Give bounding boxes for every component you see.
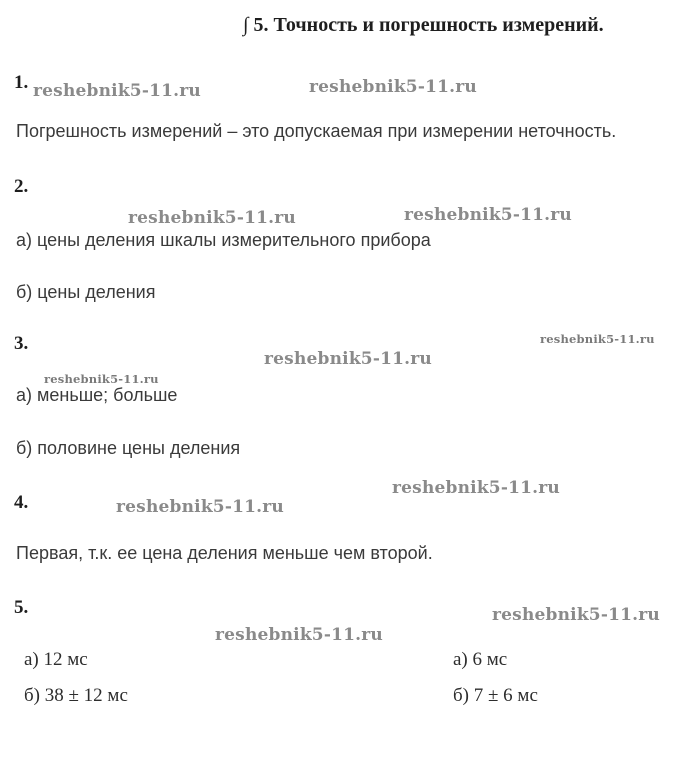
- section-3-number: 3.: [14, 333, 29, 354]
- section-5-left-a: а) 12 мс: [24, 649, 88, 670]
- section-5-right-b: б) 7 ± 6 мс: [453, 685, 538, 706]
- watermark: reshebnik5-11.ru: [404, 205, 572, 225]
- section-4-number: 4.: [14, 492, 29, 513]
- watermark: reshebnik5-11.ru: [116, 497, 284, 517]
- watermark: reshebnik5-11.ru: [264, 349, 432, 369]
- watermark: reshebnik5-11.ru: [128, 208, 296, 228]
- page-title: ∫ 5. Точность и погрешность измерений.: [243, 14, 604, 36]
- section-2-answer-b: б) цены деления: [16, 282, 156, 302]
- section-2-answer-a: а) цены деления шкалы измерительного прибора: [16, 230, 431, 250]
- section-4-answer: Первая, т.к. ее цена деления меньше чем второй.: [16, 543, 433, 563]
- section-1-number: 1.: [14, 72, 29, 93]
- section-5-left-b: б) 38 ± 12 мс: [24, 685, 128, 706]
- watermark: reshebnik5-11.ru: [492, 605, 660, 625]
- watermark: reshebnik5-11.ru: [215, 625, 383, 645]
- section-3-answer-b: б) половине цены деления: [16, 438, 241, 458]
- watermark: reshebnik5-11.ru: [44, 372, 159, 386]
- watermark: reshebnik5-11.ru: [33, 81, 201, 101]
- section-1-answer: Погрешность измерений – это допускаемая при измерении неточность.: [16, 121, 617, 141]
- watermark: reshebnik5-11.ru: [540, 332, 655, 346]
- section-5-right-a: а) 6 мс: [453, 649, 508, 670]
- section-5-number: 5.: [14, 597, 29, 618]
- watermark: reshebnik5-11.ru: [392, 478, 560, 498]
- section-3-answer-a: а) меньше; больше: [16, 385, 178, 405]
- watermark: reshebnik5-11.ru: [309, 77, 477, 97]
- section-2-number: 2.: [14, 176, 29, 197]
